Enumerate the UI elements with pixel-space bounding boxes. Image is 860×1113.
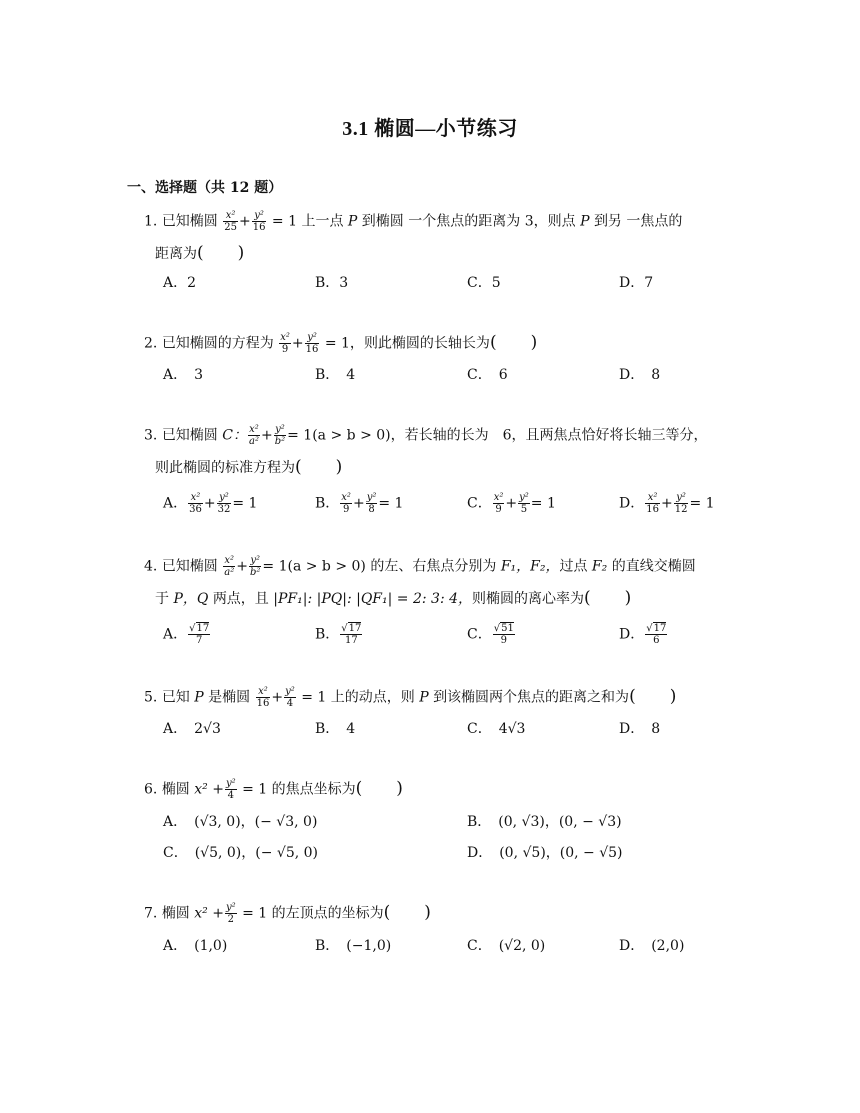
option-a[interactable]: A．2 <box>163 275 197 291</box>
section-heading: 一、选择题（共 12 题） <box>127 180 283 196</box>
fraction: $\frac{\text{y²}}{16}$ <box>252 210 266 233</box>
option-d[interactable]: D． (0, √5)，(0, − √5) <box>467 845 623 861</box>
fraction: $\frac{\text{x²}}{\text{a²}}$ <box>248 424 259 447</box>
option-b[interactable]: B． (−1,0) <box>315 938 392 954</box>
option-c[interactable]: C． (√5, 0)，(− √5, 0) <box>163 845 319 861</box>
question-4-line-2: 于 P，Q 两点，且 |PF₁|: |PQ|: |QF₁| = 2: 3: 4，则椭圆的离心率为( ) <box>155 588 632 608</box>
option-a[interactable]: A． $\frac{√17}{7}$ <box>163 623 210 646</box>
option-c[interactable]: C． $\frac{\text{x²}}{9}$ + $\frac{\text{y²}}{5}$ = 1 <box>467 492 556 515</box>
answer-blank[interactable]: ( ) <box>584 588 632 608</box>
fraction: $\frac{\text{y²}}{\text{b²}}$ <box>274 424 286 447</box>
answer-blank[interactable]: ( ) <box>629 686 677 707</box>
option-a[interactable]: A． 3 <box>163 367 204 383</box>
option-d[interactable]: D． $\frac{√17}{6}$ <box>619 623 667 646</box>
question-3: 3. 已知椭圆 C： $\frac{\text{x²}}{\text{a²}}$ + $\frac{\text{y²}}{\text{b²}}$ = 1(a > b > 0)，若长轴的长为 6，且两焦点恰好将长轴三等分， <box>144 424 708 447</box>
answer-blank[interactable]: ( ) <box>197 243 245 263</box>
option-c[interactable]: C． 4√3 <box>467 721 526 737</box>
option-b[interactable]: B． 4 <box>315 721 356 737</box>
fraction: $\frac{\text{x²}}{25}$ <box>224 210 237 233</box>
option-b[interactable]: B．3 <box>315 275 349 291</box>
fraction: $\frac{\text{x²}}{9}$ <box>280 332 290 355</box>
option-a[interactable]: A． (√3, 0)，(− √3, 0) <box>163 814 318 830</box>
answer-blank[interactable]: ( ) <box>489 332 538 353</box>
option-c[interactable]: C． 6 <box>467 367 508 383</box>
option-c[interactable]: C． (√2, 0) <box>467 938 546 954</box>
option-b[interactable]: B． $\frac{√17}{17}$ <box>315 623 362 646</box>
option-d[interactable]: D． 8 <box>619 721 661 737</box>
option-d[interactable]: D． $\frac{\text{x²}}{16}$ + $\frac{\text{y²}}{12}$ = 1 <box>619 492 715 515</box>
option-d[interactable]: D． (2,0) <box>619 938 685 954</box>
answer-blank[interactable]: ( ) <box>383 902 431 923</box>
option-c[interactable]: C． $\frac{√51}{9}$ <box>467 623 514 646</box>
question-4: 4. 已知椭圆 $\frac{\text{x²}}{\text{a²}}$ + $\frac{\text{y²}}{\text{b²}}$ = 1(a > b > 0) 的左、右焦点分别为 F₁，F₂，过点 F₂ 的直线交椭圆 <box>144 555 696 578</box>
question-3-line-2: 则此椭圆的标准方程为( ) <box>155 457 343 477</box>
question-5: 5. 已知 P 是椭圆 $\frac{\text{x²}}{16}$ + $\frac{\text{y²}}{4}$ = 1 上的动点，则 P 到该椭圆两个焦点的距离之和为( ) <box>144 686 677 709</box>
option-b[interactable]: B． 4 <box>315 367 356 383</box>
answer-blank[interactable]: ( ) <box>355 778 403 799</box>
option-c[interactable]: C．5 <box>467 275 501 291</box>
answer-blank[interactable]: ( ) <box>295 457 343 477</box>
option-a[interactable]: A． $\frac{\text{x²}}{36}$ + $\frac{\text{y²}}{32}$ = 1 <box>163 492 258 515</box>
question-7: 7. 椭圆 x² + $\frac{\text{y²}}{2}$ = 1 的左顶点的坐标为( ) <box>144 902 431 925</box>
option-b[interactable]: B． (0, √3)，(0, − √3) <box>467 814 622 830</box>
option-a[interactable]: A． (1,0) <box>163 938 228 954</box>
option-d[interactable]: D．7 <box>619 275 654 291</box>
page-title: 3.1 椭圆—小节练习 <box>342 118 518 140</box>
option-a[interactable]: A． 2√3 <box>163 721 221 737</box>
question-2: 2. 已知椭圆的方程为 $\frac{\text{x²}}{9}$ + $\frac{\text{y²}}{16}$ = 1，则此椭圆的长轴长为( ) <box>144 332 538 355</box>
question-1-line-2: 距离为( ) <box>155 243 245 263</box>
question-6: 6. 椭圆 x² + $\frac{\text{y²}}{4}$ = 1 的焦点坐标为( ) <box>144 778 403 801</box>
fraction: $\frac{\text{y²}}{16}$ <box>305 332 319 355</box>
option-d[interactable]: D． 8 <box>619 367 661 383</box>
question-1: 1. 已知椭圆 $\frac{\text{x²}}{25}$ + $\frac{\text{y²}}{16}$ = 1 上一点 P 到椭圆 一个焦点的距离为 3，则点 P 到另 一焦点的 <box>144 210 683 233</box>
option-b[interactable]: B． $\frac{\text{x²}}{9}$ + $\frac{\text{y²}}{8}$ = 1 <box>315 492 404 515</box>
